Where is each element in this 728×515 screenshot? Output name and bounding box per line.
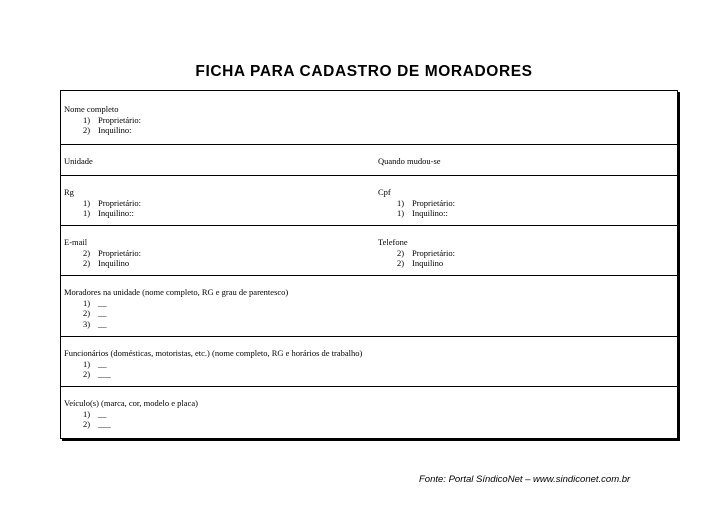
quando-mudou-label: Quando mudou-se [378, 156, 441, 166]
list-item: 1) __ [83, 408, 107, 419]
rg-cell [61, 176, 373, 225]
row-veiculos [61, 387, 677, 438]
form-title: FICHA PARA CADASTRO DE MORADORES [195, 63, 533, 80]
veiculos-label: Veículo(s) (marca, cor, modelo e placa) [64, 398, 198, 408]
row-email-telefone [61, 226, 677, 276]
registration-form [60, 90, 678, 439]
list-item: 2) Inquilino [397, 258, 444, 268]
list-item: 2) Proprietário: [397, 247, 455, 258]
cpf-label: Cpf [378, 187, 391, 197]
telefone-cell [375, 226, 677, 275]
list-item: 2) Proprietário: [83, 247, 141, 258]
source-footer: Fonte: Portal SíndicoNet – www.sindiconet.com.br [419, 474, 631, 485]
moradores-label: Moradores na unidade (nome completo, RG e grau de parentesco) [64, 287, 289, 297]
nome-proprietario-label: Proprietário: [98, 114, 141, 125]
list-item: 1) Proprietário: [397, 197, 455, 208]
unidade-cell [61, 145, 373, 175]
list-item: 1) Proprietário: [83, 197, 141, 208]
list-item: 2) __ [83, 308, 107, 318]
list-item: 1) Inquilino:: [83, 208, 134, 218]
email-cell [61, 226, 373, 275]
email-label: E-mail [64, 237, 88, 247]
list-item: 2) ___ [83, 369, 111, 379]
row-rg-cpf [61, 176, 677, 226]
nome-completo-label: Nome completo [64, 104, 119, 114]
list-item: 2) ___ [83, 419, 111, 429]
nome-inquilino-label: Inquilino: [98, 125, 132, 135]
quando-mudou-cell [375, 145, 677, 175]
list-item: 1) __ [83, 297, 107, 308]
list-item: 1) __ [83, 358, 107, 369]
unidade-label: Unidade [64, 156, 93, 166]
rg-label: Rg [64, 187, 74, 197]
row-nome-completo [61, 91, 677, 145]
row-unidade [61, 145, 677, 176]
list-item: 2) Inquilino [83, 258, 130, 268]
list-item: 1) Inquilino:: [397, 208, 448, 218]
row-funcionarios [61, 337, 677, 387]
list-item: 1) Proprietário: [83, 114, 141, 125]
list-item: 3) __ [83, 318, 107, 329]
telefone-label: Telefone [378, 237, 408, 247]
cpf-cell [375, 176, 677, 225]
list-item: 2) Inquilino: [83, 125, 132, 135]
row-moradores [61, 276, 677, 337]
funcionarios-label: Funcionários (domésticas, motoristas, etc.) (nome completo, RG e horários de trabalho) [64, 348, 363, 358]
